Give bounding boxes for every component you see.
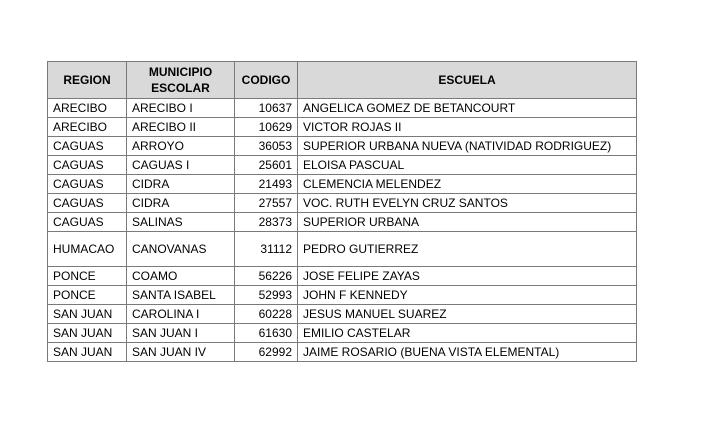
table-row (48, 305, 637, 324)
cell-municipio: CAROLINA I (127, 305, 235, 324)
table-row (48, 267, 637, 286)
table-header (48, 62, 637, 99)
cell-codigo: 31112 (235, 232, 298, 267)
cell-region: CAGUAS (48, 175, 127, 194)
header-row (48, 62, 637, 99)
cell-municipio: COAMO (127, 267, 235, 286)
header-escuela: ESCUELA (298, 62, 637, 99)
cell-municipio: CANOVANAS (127, 232, 235, 267)
cell-codigo: 60228 (235, 305, 298, 324)
schools-table (47, 61, 637, 362)
cell-municipio: CAGUAS I (127, 156, 235, 175)
cell-municipio: ARROYO (127, 137, 235, 156)
cell-codigo: 25601 (235, 156, 298, 175)
cell-municipio: CIDRA (127, 175, 235, 194)
table-row (48, 213, 637, 232)
cell-municipio: SAN JUAN I (127, 324, 235, 343)
table-row (48, 324, 637, 343)
cell-escuela: CLEMENCIA MELENDEZ (298, 175, 637, 194)
header-codigo: CODIGO (235, 62, 298, 99)
cell-region: SAN JUAN (48, 305, 127, 324)
cell-codigo: 28373 (235, 213, 298, 232)
cell-region: CAGUAS (48, 213, 127, 232)
table-row (48, 118, 637, 137)
cell-escuela: ANGELICA GOMEZ DE BETANCOURT (298, 99, 637, 118)
table-row (48, 194, 637, 213)
cell-codigo: 27557 (235, 194, 298, 213)
cell-escuela: VOC. RUTH EVELYN CRUZ SANTOS (298, 194, 637, 213)
cell-codigo: 10629 (235, 118, 298, 137)
cell-codigo: 52993 (235, 286, 298, 305)
table-row (48, 343, 637, 362)
cell-municipio: CIDRA (127, 194, 235, 213)
cell-region: CAGUAS (48, 156, 127, 175)
cell-region: ARECIBO (48, 99, 127, 118)
table-row (48, 156, 637, 175)
cell-codigo: 21493 (235, 175, 298, 194)
cell-escuela: SUPERIOR URBANA NUEVA (NATIVIDAD RODRIGUEZ) (298, 137, 637, 156)
cell-escuela: VICTOR ROJAS II (298, 118, 637, 137)
table-row (48, 137, 637, 156)
cell-municipio: ARECIBO II (127, 118, 235, 137)
cell-municipio: SAN JUAN IV (127, 343, 235, 362)
cell-codigo: 62992 (235, 343, 298, 362)
cell-escuela: ELOISA PASCUAL (298, 156, 637, 175)
cell-region: HUMACAO (48, 232, 127, 267)
table-row (48, 232, 637, 267)
cell-codigo: 10637 (235, 99, 298, 118)
cell-region: ARECIBO (48, 118, 127, 137)
cell-municipio: ARECIBO I (127, 99, 235, 118)
schools-table-container (47, 61, 637, 362)
cell-region: CAGUAS (48, 194, 127, 213)
cell-region: PONCE (48, 286, 127, 305)
cell-codigo: 36053 (235, 137, 298, 156)
cell-region: SAN JUAN (48, 343, 127, 362)
cell-codigo: 61630 (235, 324, 298, 343)
cell-municipio: SALINAS (127, 213, 235, 232)
cell-escuela: JOSE FELIPE ZAYAS (298, 267, 637, 286)
cell-escuela: JAIME ROSARIO (BUENA VISTA ELEMENTAL) (298, 343, 637, 362)
header-region: REGION (48, 62, 127, 99)
cell-escuela: SUPERIOR URBANA (298, 213, 637, 232)
cell-region: CAGUAS (48, 137, 127, 156)
table-row (48, 175, 637, 194)
cell-escuela: JESUS MANUEL SUAREZ (298, 305, 637, 324)
cell-codigo: 56226 (235, 267, 298, 286)
cell-escuela: JOHN F KENNEDY (298, 286, 637, 305)
table-body (48, 99, 637, 362)
cell-municipio: SANTA ISABEL (127, 286, 235, 305)
cell-escuela: EMILIO CASTELAR (298, 324, 637, 343)
table-row (48, 286, 637, 305)
cell-region: SAN JUAN (48, 324, 127, 343)
cell-region: PONCE (48, 267, 127, 286)
cell-escuela: PEDRO GUTIERREZ (298, 232, 637, 267)
table-row (48, 99, 637, 118)
header-municipio: MUNICIPIO ESCOLAR (127, 62, 235, 99)
